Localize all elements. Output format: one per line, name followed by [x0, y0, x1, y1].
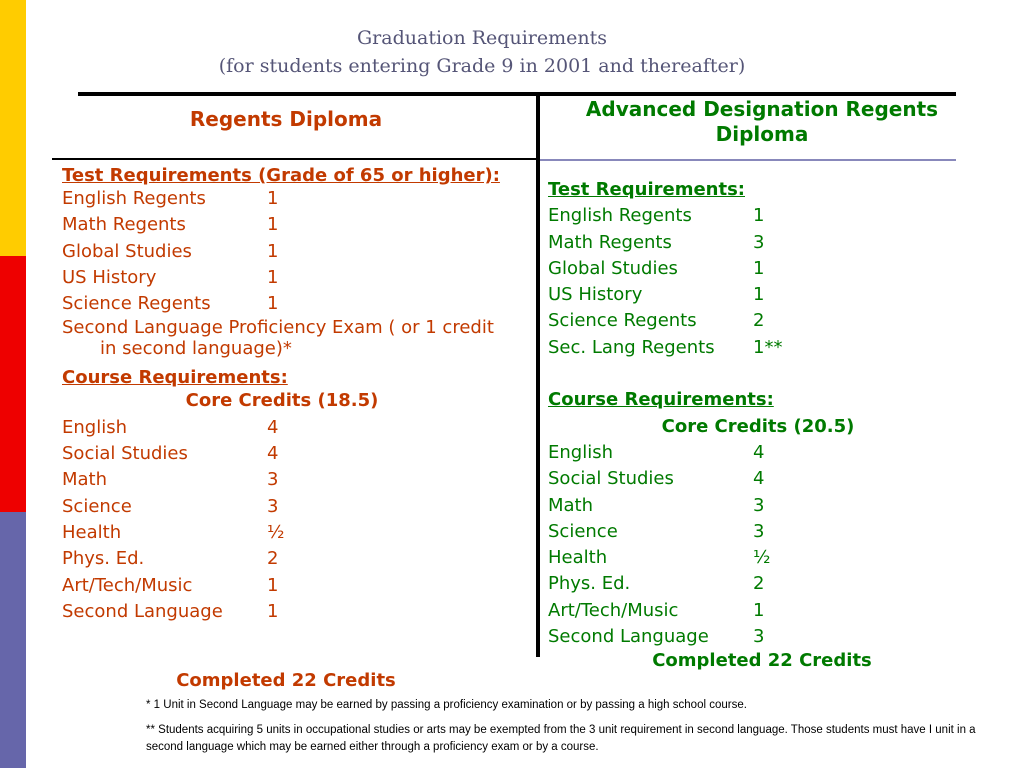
- advanced-course-name: English: [548, 441, 613, 463]
- regents-diploma-header: Regents Diploma: [189, 107, 383, 131]
- advanced-course-value: 1: [753, 599, 765, 621]
- regents-course-name: Science: [62, 495, 132, 517]
- regents-course-row: [62, 573, 502, 599]
- advanced-test-name: English Regents: [548, 205, 692, 227]
- regents-test-row: [62, 239, 502, 265]
- regents-course-value: ½: [267, 521, 285, 543]
- advanced-test-row: [548, 308, 968, 334]
- regents-course-name: English: [62, 416, 127, 438]
- advanced-course-row: [548, 519, 968, 545]
- footnote-1: * 1 Unit in Second Language may be earned by passing a proficiency examination or by passing a high school course.: [146, 699, 747, 711]
- page-title: Graduation Requirements: [357, 27, 607, 49]
- regents-course-name: Second Language: [62, 600, 223, 622]
- regents-test-value: 1: [267, 293, 279, 315]
- regents-course-value: 3: [267, 495, 279, 517]
- advanced-course-name: Phys. Ed.: [548, 573, 631, 595]
- table-top-rule: [78, 92, 956, 96]
- regents-course-name: Phys. Ed.: [62, 548, 145, 570]
- regents-course-heading: Course Requirements:: [62, 367, 288, 389]
- regents-course-value: 4: [267, 443, 279, 465]
- advanced-test-value: 1: [753, 205, 765, 227]
- regents-course-value: 1: [267, 600, 279, 622]
- advanced-test-row: [548, 203, 968, 229]
- accent-bar-blue: [0, 512, 26, 768]
- advanced-test-heading: Test Requirements:: [548, 179, 745, 200]
- regents-course-row: [62, 441, 502, 467]
- regents-test-row: [62, 212, 502, 238]
- regents-test-row: [62, 186, 502, 212]
- advanced-diploma-header: Advanced Designation Regents Diploma: [585, 97, 939, 146]
- advanced-course-row: [548, 545, 968, 571]
- advanced-test-name: US History: [548, 284, 643, 306]
- advanced-test-name: Science Regents: [548, 310, 697, 332]
- regents-test-value: 1: [267, 240, 279, 262]
- regents-test-value: 1: [267, 188, 279, 209]
- regents-test-name: Math Regents: [62, 214, 186, 236]
- advanced-course-name: Health: [548, 547, 608, 569]
- advanced-test-row: [548, 256, 968, 282]
- page-subtitle: (for students entering Grade 9 in 2001 and thereafter): [218, 55, 746, 77]
- right-header-rule: [540, 159, 956, 161]
- regents-test-name: US History: [62, 266, 157, 288]
- regents-course-name: Social Studies: [62, 443, 188, 465]
- regents-second-language-note: Second Language Proficiency Exam ( or 1 credit in second language)*: [62, 317, 494, 360]
- regents-course-row: [62, 520, 502, 546]
- advanced-test-row: [548, 335, 968, 361]
- advanced-course-name: Science: [548, 520, 618, 542]
- advanced-course-name: Art/Tech/Music: [548, 599, 679, 621]
- advanced-test-row: [548, 230, 968, 256]
- advanced-test-value: 3: [753, 231, 765, 253]
- accent-bar-red: [0, 256, 26, 512]
- advanced-course-row: [548, 598, 968, 624]
- advanced-course-heading: Course Requirements:: [548, 389, 774, 411]
- regents-course-name: Math: [62, 469, 108, 491]
- advanced-test-row: [548, 282, 968, 308]
- regents-test-name: Global Studies: [62, 240, 192, 262]
- advanced-course-value: 3: [753, 520, 765, 542]
- advanced-courses-list: [548, 440, 968, 650]
- advanced-course-row: [548, 466, 968, 492]
- regents-course-value: 4: [267, 416, 279, 438]
- regents-courses-list: [62, 415, 502, 625]
- regents-test-name: Science Regents: [62, 293, 211, 315]
- accent-bar-yellow: [0, 0, 26, 256]
- advanced-test-name: Sec. Lang Regents: [548, 336, 715, 358]
- advanced-completed: Completed 22 Credits: [652, 650, 872, 671]
- regents-course-value: 3: [267, 469, 279, 491]
- advanced-column: [548, 177, 968, 650]
- advanced-course-value: 3: [753, 494, 765, 516]
- advanced-test-name: Math Regents: [548, 231, 672, 253]
- advanced-course-value: ½: [753, 547, 771, 569]
- advanced-course-row: [548, 440, 968, 466]
- regents-course-row: [62, 599, 502, 625]
- regents-core-credits: Core Credits (18.5): [185, 390, 379, 412]
- regents-course-name: Art/Tech/Music: [62, 574, 193, 596]
- advanced-test-value: 1**: [753, 336, 783, 358]
- regents-course-row: [62, 415, 502, 441]
- advanced-course-row: [548, 493, 968, 519]
- advanced-course-value: 3: [753, 626, 765, 648]
- advanced-course-name: Second Language: [548, 626, 709, 648]
- regents-course-row: [62, 546, 502, 572]
- regents-course-value: 2: [267, 548, 279, 570]
- regents-test-name: English Regents: [62, 188, 206, 209]
- advanced-course-name: Math: [548, 494, 594, 516]
- regents-test-value: 1: [267, 266, 279, 288]
- advanced-course-name: Social Studies: [548, 468, 674, 490]
- advanced-tests-list: [548, 203, 968, 361]
- advanced-course-value: 4: [753, 468, 765, 490]
- advanced-test-value: 2: [753, 310, 765, 332]
- regents-column: [62, 165, 502, 625]
- advanced-core-credits: Core Credits (20.5): [661, 415, 855, 437]
- advanced-test-name: Global Studies: [548, 257, 678, 279]
- regents-test-row: [62, 291, 502, 317]
- regents-completed: Completed 22 Credits: [176, 670, 396, 691]
- regents-test-value: 1: [267, 214, 279, 236]
- advanced-course-value: 2: [753, 573, 765, 595]
- left-header-rule: [52, 158, 536, 160]
- regents-course-value: 1: [267, 574, 279, 596]
- advanced-course-row: [548, 571, 968, 597]
- advanced-test-value: 1: [753, 257, 765, 279]
- regents-course-row: [62, 494, 502, 520]
- footnote-2: ** Students acquiring 5 units in occupational studies or arts may be exempted from the 3 unit requirement in second language. Those students must have I unit in a second language which may be earned either through a proficiency exam or by a course.: [146, 724, 976, 753]
- advanced-test-value: 1: [753, 284, 765, 306]
- column-divider: [536, 94, 540, 657]
- regents-course-name: Health: [62, 521, 122, 543]
- regents-tests-list: [62, 186, 502, 317]
- regents-test-heading: Test Requirements (Grade of 65 or higher):: [62, 165, 500, 186]
- regents-test-row: [62, 265, 502, 291]
- advanced-course-value: 4: [753, 441, 765, 463]
- advanced-course-row: [548, 624, 968, 650]
- regents-course-row: [62, 467, 502, 493]
